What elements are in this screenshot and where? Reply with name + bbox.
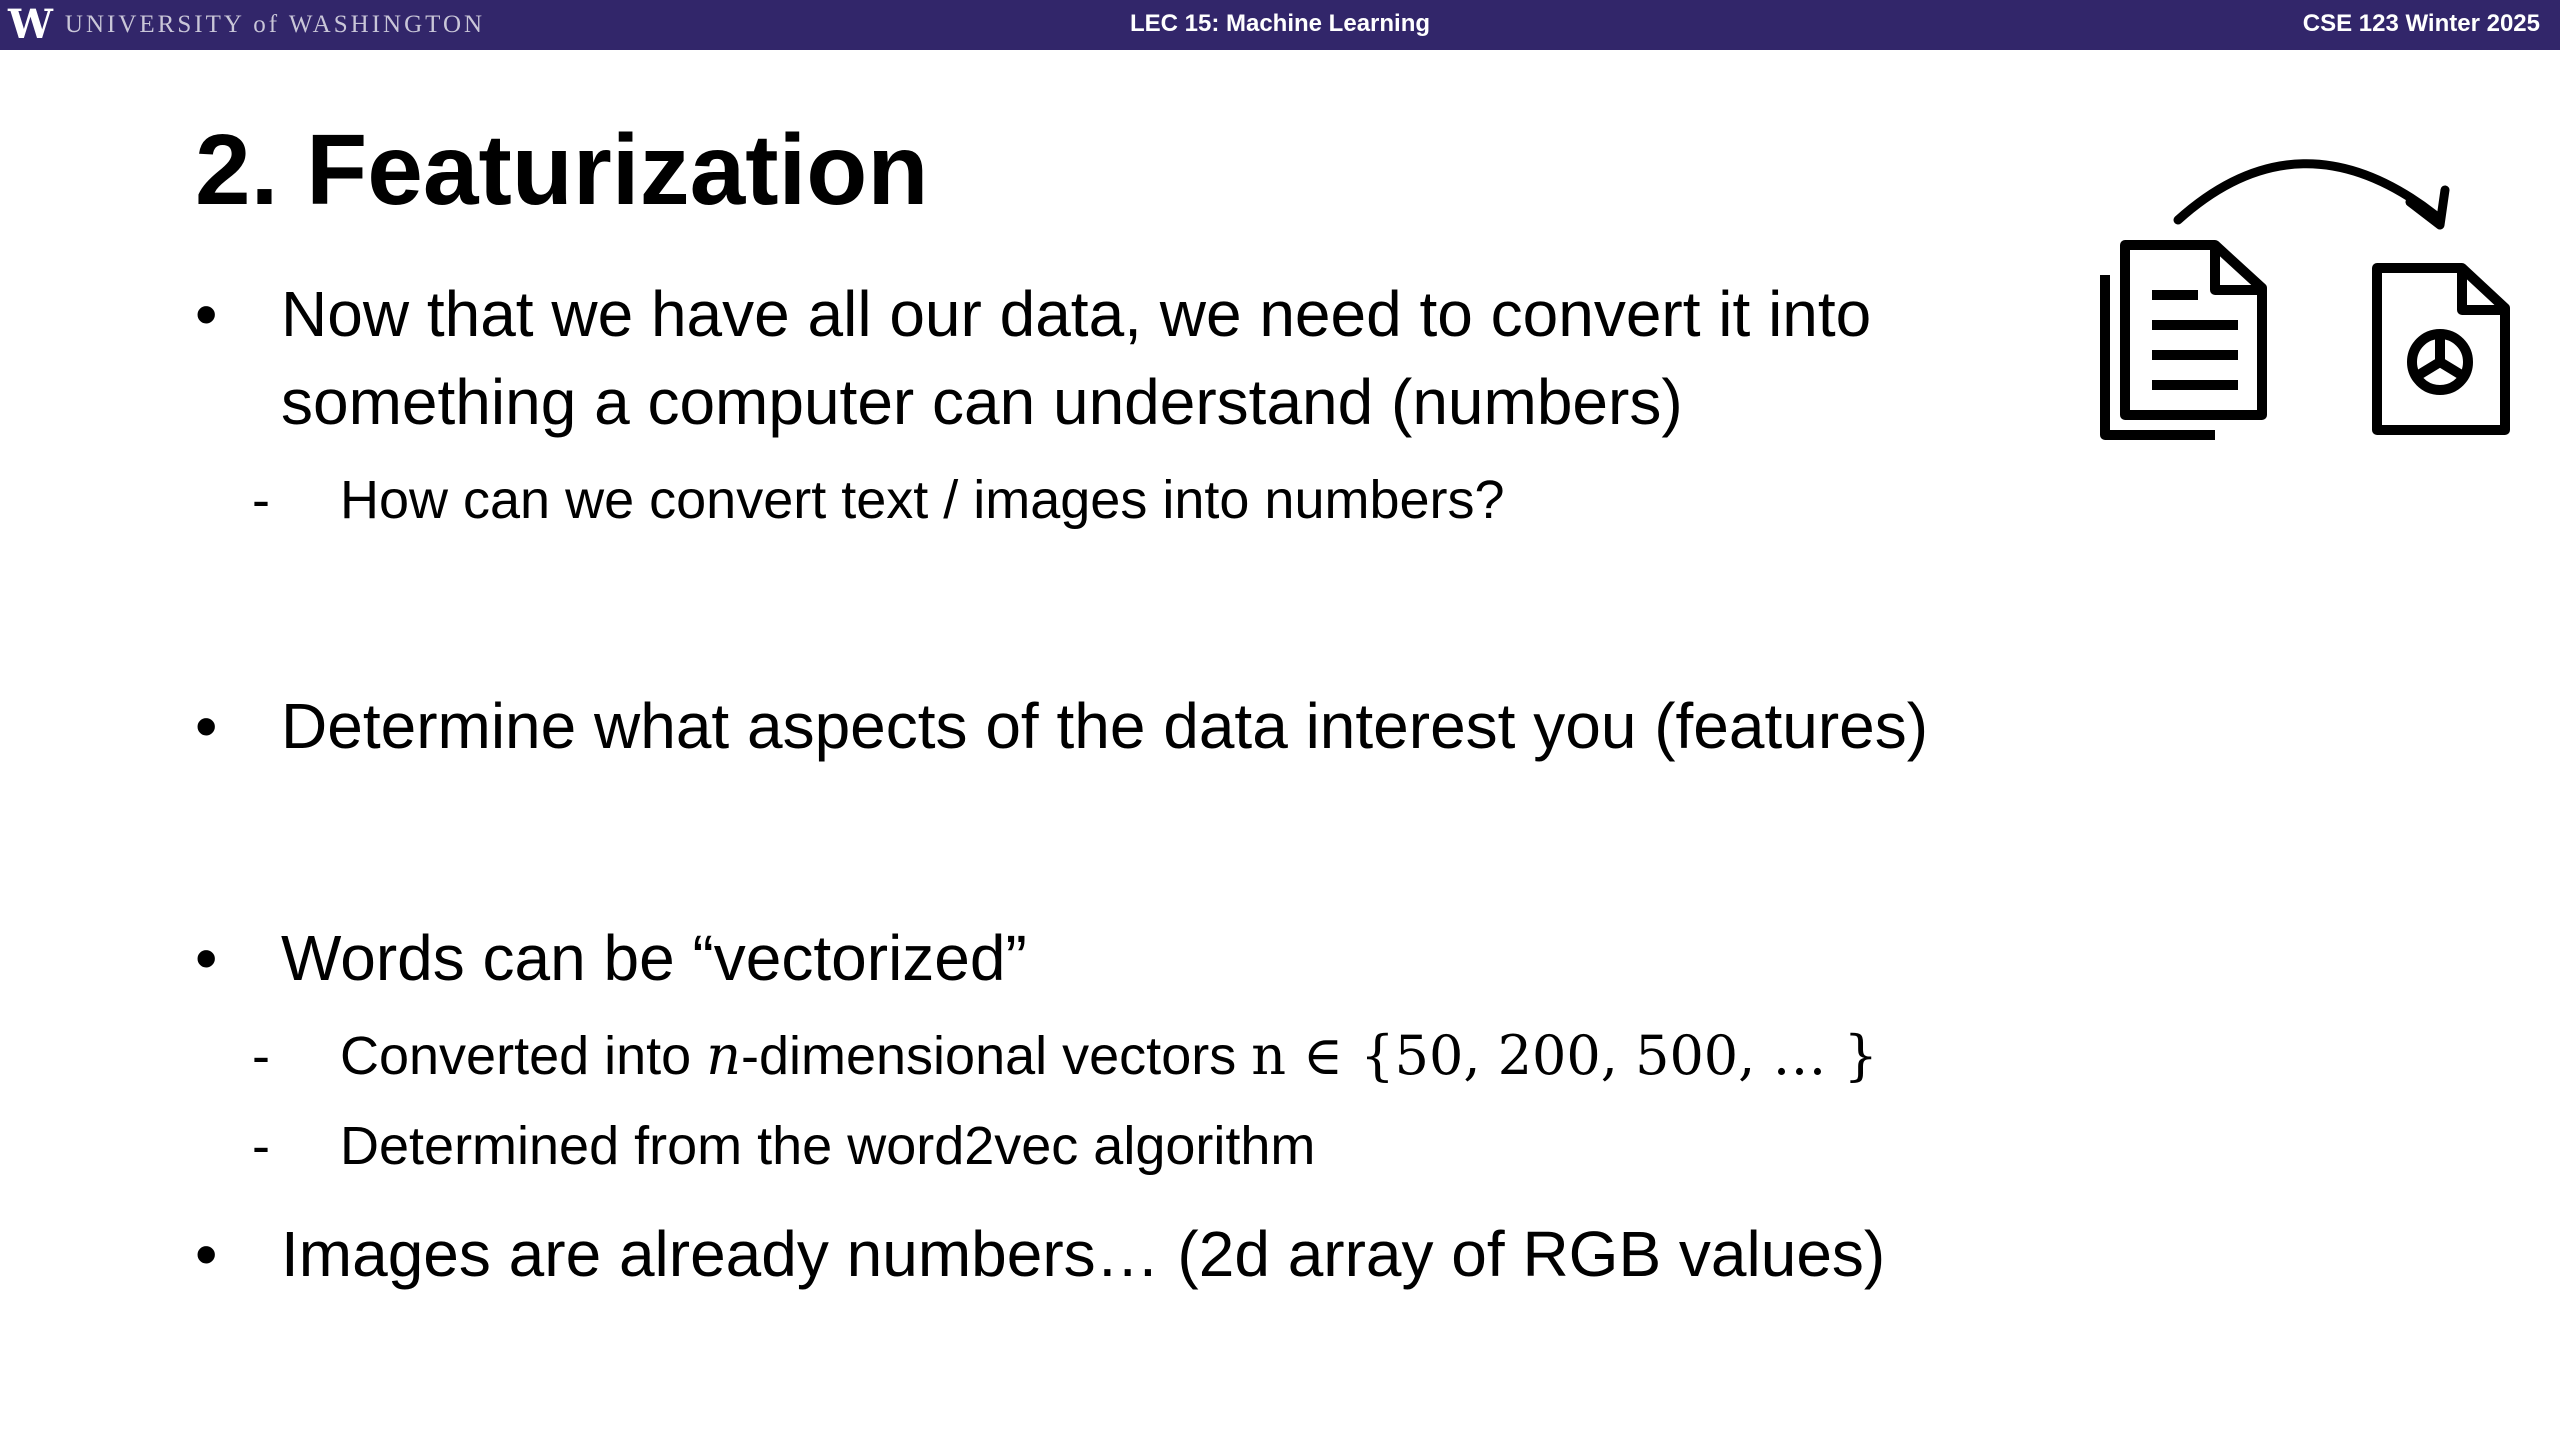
sub-text: How can we convert text / images into numbers? xyxy=(340,470,1505,530)
curved-arrow-icon xyxy=(2178,164,2445,225)
sub-prefix: Converted into xyxy=(340,1026,707,1086)
bullet-2-text: Determine what aspects of the data interest you (features) xyxy=(281,690,1929,762)
bullet-dot: • xyxy=(195,690,218,762)
lecture-title: LEC 15: Machine Learning xyxy=(1129,10,1431,37)
bullet-1-line-1: Now that we have all our data, we need to convert it into xyxy=(281,278,1872,350)
sub-dash: - xyxy=(252,470,270,530)
slide-title: 2. Featurization xyxy=(195,114,929,226)
bullet-dot: • xyxy=(195,1218,218,1290)
sub-dash: - xyxy=(252,1026,270,1086)
bullet-4-text: Images are already numbers… (2d array of RGB values) xyxy=(281,1218,1886,1290)
uw-w-icon: W xyxy=(8,1,53,48)
bullet-3-text: Words can be “vectorized” xyxy=(281,922,1027,994)
math-variable: n xyxy=(706,1024,741,1087)
math-set-expression: n ∈ {50, 200, 500, … } xyxy=(1251,1024,1879,1087)
sub-middle: -dimensional vectors xyxy=(741,1026,1252,1086)
illustration-svg xyxy=(2090,150,2530,450)
featurization-illustration xyxy=(2090,150,2530,450)
bullet-dot: • xyxy=(195,922,218,994)
university-name: UNIVERSITY of WASHINGTON xyxy=(64,11,486,38)
chart-document-icon xyxy=(2377,268,2505,430)
top-banner xyxy=(0,0,2560,50)
course-label: CSE 123 Winter 2025 xyxy=(2302,10,2540,37)
sub-dash: - xyxy=(252,1116,270,1176)
sub-text: Determined from the word2vec algorithm xyxy=(340,1116,1316,1176)
sub-text xyxy=(340,1018,1878,1094)
documents-icon xyxy=(2105,245,2262,435)
bullet-1-line-2: something a computer can understand (numbers) xyxy=(281,366,1683,438)
bullet-dot: • xyxy=(195,278,218,350)
